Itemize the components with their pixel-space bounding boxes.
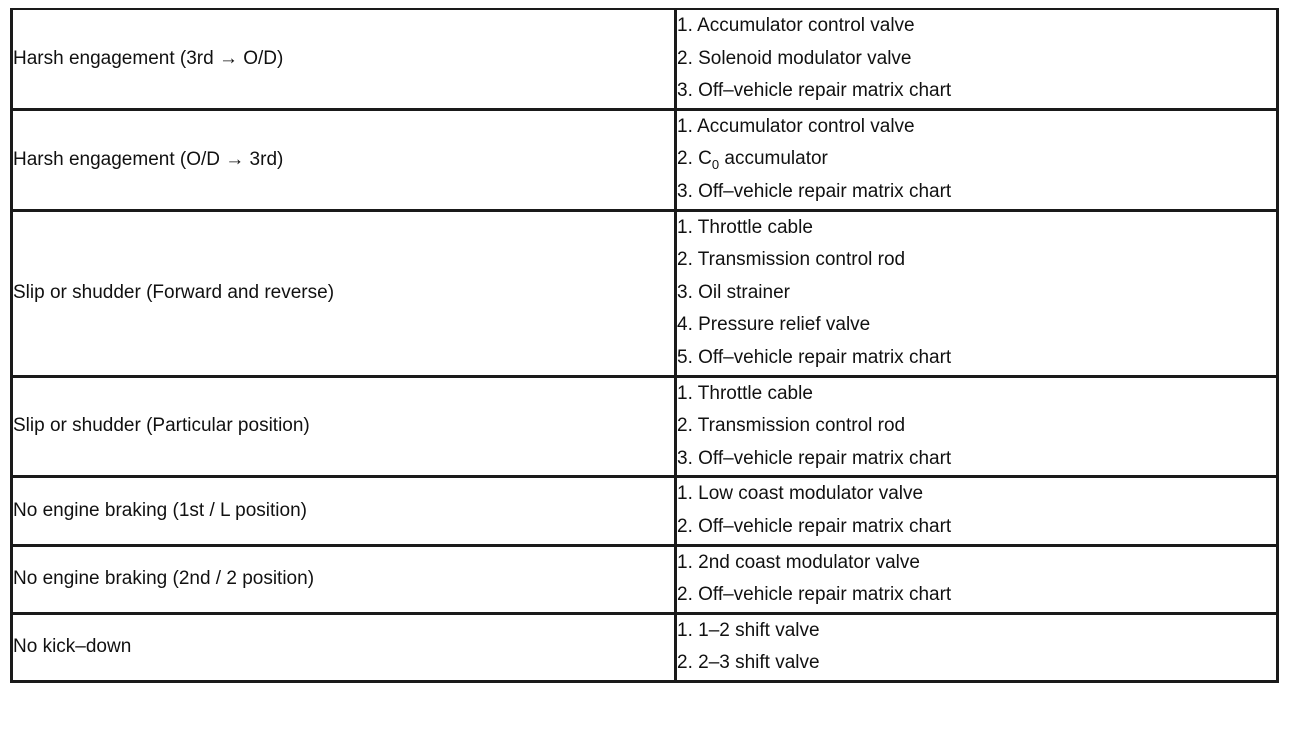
causes-cell: [676, 613, 1278, 681]
table-row: [12, 9, 1278, 109]
cause-item: 4. Pressure relief valve: [677, 314, 871, 336]
cause-suffix: accumulator: [719, 148, 828, 170]
symptom-cell: Harsh engagement (O/D → 3rd): [12, 109, 676, 210]
cause-item: 1. 2nd coast modulator valve: [677, 551, 920, 573]
cause-subscript: 0: [711, 157, 720, 173]
symptom-cell: Harsh engagement (3rd → O/D): [12, 9, 676, 109]
cause-item: 2. Solenoid modulator valve: [677, 47, 912, 69]
cause-item: 1. Throttle cable: [677, 382, 813, 404]
cause-item: 2. Transmission control rod: [677, 415, 906, 437]
causes-cell: [676, 9, 1278, 109]
cause-item: 3. Off–vehicle repair matrix chart: [677, 180, 952, 202]
cause-item: 1. Low coast modulator valve: [677, 483, 924, 505]
table-row: [12, 109, 1278, 210]
cause-item: 2. Transmission control rod: [677, 249, 906, 271]
troubleshooting-table: [10, 8, 1279, 683]
table-row: [12, 477, 1278, 545]
causes-cell: [676, 477, 1278, 545]
causes-cell: [676, 376, 1278, 477]
cause-item: 1. 1–2 shift valve: [677, 619, 820, 641]
table-row: [12, 613, 1278, 681]
symptom-cell: Slip or shudder (Forward and reverse): [12, 210, 676, 376]
cause-item: 1. Accumulator control valve: [677, 15, 915, 36]
cause-item: 5. Off–vehicle repair matrix chart: [677, 346, 952, 368]
symptom-cell: No kick–down: [12, 613, 676, 681]
cause-item: 1. Throttle cable: [677, 216, 813, 238]
table-row: [12, 376, 1278, 477]
cause-item: 3. Off–vehicle repair matrix chart: [677, 447, 952, 469]
cause-item: 3. Oil strainer: [677, 281, 790, 303]
causes-cell: [676, 545, 1278, 613]
cause-item: 2. Off–vehicle repair matrix chart: [677, 584, 952, 606]
table-row: [12, 210, 1278, 376]
cause-prefix: 2. C: [677, 148, 712, 170]
cause-item: [677, 143, 1276, 176]
cause-item: 3. Off–vehicle repair matrix chart: [677, 80, 952, 102]
cause-item: 2. Off–vehicle repair matrix chart: [677, 515, 952, 537]
cause-item: 2. 2–3 shift valve: [677, 652, 820, 674]
causes-cell: [676, 109, 1278, 210]
table-row: [12, 545, 1278, 613]
symptom-cell: Slip or shudder (Particular position): [12, 376, 676, 477]
symptom-cell: No engine braking (2nd / 2 position): [12, 545, 676, 613]
causes-cell: [676, 210, 1278, 376]
cause-item: 1. Accumulator control valve: [677, 115, 915, 137]
symptom-cell: No engine braking (1st / L position): [12, 477, 676, 545]
